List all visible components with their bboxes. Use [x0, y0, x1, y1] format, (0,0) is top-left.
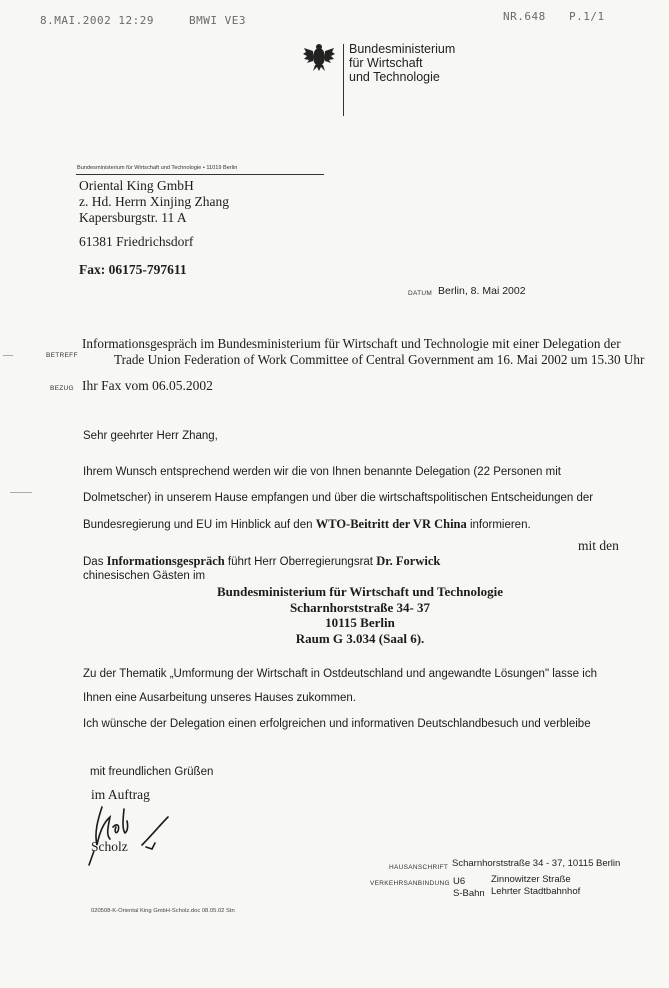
closing-order: im Auftrag	[91, 787, 150, 802]
signature-mark	[80, 795, 175, 875]
letterhead-line3: und Technologie	[349, 70, 440, 84]
recipient-street: Kapersburgstr. 11 A	[79, 210, 187, 225]
salutation: Sehr geehrter Herr Zhang,	[83, 430, 218, 442]
letterhead-line1: Bundesministerium	[349, 42, 456, 56]
closing-greeting: mit freundlichen Grüßen	[90, 766, 214, 778]
paragraph-3	[83, 662, 597, 710]
paragraph-1-line1: Ihrem Wunsch entsprechend werden wir die von Ihnen benannte Delegation (22 Personen mit	[83, 466, 561, 478]
subject-line2: Trade Union Federation of Work Committee of Central Government am 16. Mai 2002 um 15.30 Uhr	[114, 352, 645, 367]
fax-number: NR.648	[503, 10, 546, 23]
p2-forwick-highlight: Dr. Forwick	[376, 554, 441, 568]
reference-value: Ihr Fax vom 06.05.2002	[82, 378, 213, 393]
paragraph-3-line2: Ihnen eine Ausarbeitung unseres Hauses zukommen.	[83, 692, 356, 704]
subject	[82, 336, 644, 368]
footer-transport-sbahn-station: Lehrter Stadtbahnhof	[491, 886, 581, 897]
venue-line3: 10115 Berlin	[325, 615, 395, 630]
recipient-city: 61381 Friedrichsdorf	[79, 234, 194, 249]
date-label: DATUM	[408, 290, 433, 297]
reference-label: BEZUG	[50, 385, 74, 392]
venue-line1: Bundesministerium für Wirtschaft und Technologie	[216, 584, 504, 599]
footer-transport-label: VERKEHRSANBINDUNG	[370, 880, 450, 887]
letterhead-divider	[343, 44, 344, 116]
fax-page: P.1/1	[569, 10, 605, 23]
federal-eagle-icon	[303, 42, 335, 77]
sender-return-line: Bundesministerium für Wirtschaft und Technologie • 11019 Berlin	[77, 165, 238, 171]
venue-line2: Scharnhorststraße 34- 37	[289, 599, 431, 615]
subject-line1: Informationsgespräch im Bundesministerium für Wirtschaft und Technologie mit einer Delegation der	[82, 336, 621, 351]
footer-address-label: HAUSANSCHRIFT	[389, 864, 449, 871]
date-value: Berlin, 8. Mai 2002	[438, 285, 526, 297]
venue-line4: Raum G 3.034 (Saal 6).	[295, 630, 425, 646]
paragraph-2-line2: chinesischen Gästen im	[83, 570, 206, 582]
punch-mark	[10, 492, 32, 493]
footer-transport-u6: U6	[453, 876, 466, 887]
closing-name: Scholz	[91, 839, 128, 854]
p2-info-highlight: Informationsgespräch	[106, 554, 225, 568]
sender-rule	[76, 174, 324, 175]
paragraph-2-line1	[83, 554, 440, 569]
letterhead	[349, 42, 455, 84]
paragraph-1-line3	[83, 511, 593, 538]
recipient-company: Oriental King GmbH	[79, 178, 194, 193]
recipient-fax: Fax: 06175-797611	[79, 262, 187, 277]
venue-block	[195, 584, 525, 646]
footer-address-value: Scharnhorststraße 34 - 37, 10115 Berlin	[452, 858, 621, 869]
paragraph-2-tail: mit den	[578, 538, 619, 553]
paragraph-1-line2: Dolmetscher) in unserem Hause empfangen und über die wirtschaftspolitischen Entscheidungen der	[83, 492, 594, 504]
paragraph-4: Ich wünsche der Delegation einen erfolgreichen und informativen Deutschlandbesuch und verbleibe	[83, 718, 591, 730]
p1-wto-highlight: WTO-Beitritt der VR China	[315, 517, 467, 531]
fax-datetime: 8.MAI.2002 12:29	[40, 14, 154, 27]
paragraph-1	[83, 459, 593, 538]
footer-transport-u6-station: Zinnowitzer Straße	[491, 874, 571, 885]
subject-label: BETREFF	[46, 352, 78, 359]
p1-text-a: Bundesregierung und EU im Hinblick auf den	[83, 519, 316, 531]
file-reference: 020508-K-Oriental King GmbH-Scholz.doc 08.05.02 Stn	[91, 908, 235, 914]
paragraph-3-line1: Zu der Thematik „Umformung der Wirtschaft in Ostdeutschland und angewandte Lösungen" lasse ich	[83, 668, 597, 680]
recipient-address	[79, 178, 229, 226]
p1-text-c: informieren.	[466, 519, 531, 531]
recipient-attn: z. Hd. Herrn Xinjing Zhang	[79, 194, 229, 209]
letterhead-line2: für Wirtschaft	[349, 56, 423, 70]
p2-text-c: führt Herr Oberregierungsrat	[224, 556, 377, 568]
footer-transport-sbahn: S-Bahn	[453, 888, 485, 899]
fold-mark	[3, 355, 13, 356]
p2-text-a: Das	[83, 556, 107, 568]
fax-sender: BMWI VE3	[189, 14, 246, 27]
